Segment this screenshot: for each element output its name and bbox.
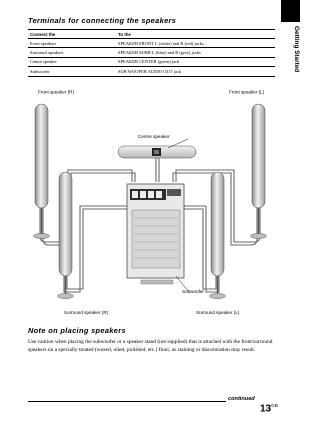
surround-speaker-left — [210, 172, 226, 299]
table-header-cell: Connect the — [28, 30, 116, 39]
table-cell: Centre speaker — [28, 57, 116, 66]
front-speaker-right — [34, 104, 50, 239]
side-tab-label: Getting Started — [293, 26, 300, 73]
table-row — [28, 48, 275, 57]
table-row — [28, 39, 275, 48]
surround-speaker-right — [58, 172, 74, 299]
table-row — [28, 57, 275, 66]
speaker-connection-diagram — [28, 86, 278, 318]
table-cell: Front speakers — [28, 39, 116, 48]
side-tab-marker — [281, 0, 300, 22]
table-header-row — [28, 30, 275, 39]
section-title: Terminals for connecting the speakers — [28, 16, 177, 25]
table-row — [28, 67, 275, 76]
note-body: Use caution when placing the subwoofer or a speaker stand (not supplied) that is attached with the front/surround speakers on a specially treated (waxed, oiled, polished, etc.) floor, as staining or discoloration may result. — [28, 339, 273, 353]
subwoofer — [127, 184, 184, 284]
page-number — [260, 403, 278, 414]
table-cell: Subwoofer — [28, 67, 116, 76]
centre-speaker-label: Centre speaker — [138, 134, 170, 139]
table-cell: Surround speakers — [28, 48, 116, 57]
continued-rule — [28, 401, 226, 402]
front-speaker-right-label: Front speaker (R) — [38, 89, 74, 95]
page-number-value: 13 — [260, 403, 272, 415]
table-cell: SUB WOOFER AUDIO OUT jack — [116, 67, 275, 76]
table-cell: SPEAKER CENTER (green) jack — [116, 57, 275, 66]
continued-marker: continued — [228, 396, 255, 402]
centre-speaker — [118, 146, 196, 158]
subwoofer-label: Subwoofer — [182, 289, 204, 294]
table-cell: SPEAKER SURR L (blue) and R (grey) jacks — [116, 48, 275, 57]
surround-speaker-left-label: Surround speaker (L) — [196, 310, 240, 315]
connection-table — [28, 29, 275, 77]
front-speaker-left — [251, 104, 267, 239]
table-header-cell: To the — [116, 30, 275, 39]
page-number-suffix: GB — [271, 403, 278, 408]
table-cell: SPEAKER FRONT L (white) and R (red) jacks — [116, 39, 275, 48]
surround-speaker-right-label: Surround speaker (R) — [64, 310, 109, 315]
front-speaker-left-label: Front speaker (L) — [229, 89, 265, 95]
note-title: Note on placing speakers — [28, 326, 126, 335]
